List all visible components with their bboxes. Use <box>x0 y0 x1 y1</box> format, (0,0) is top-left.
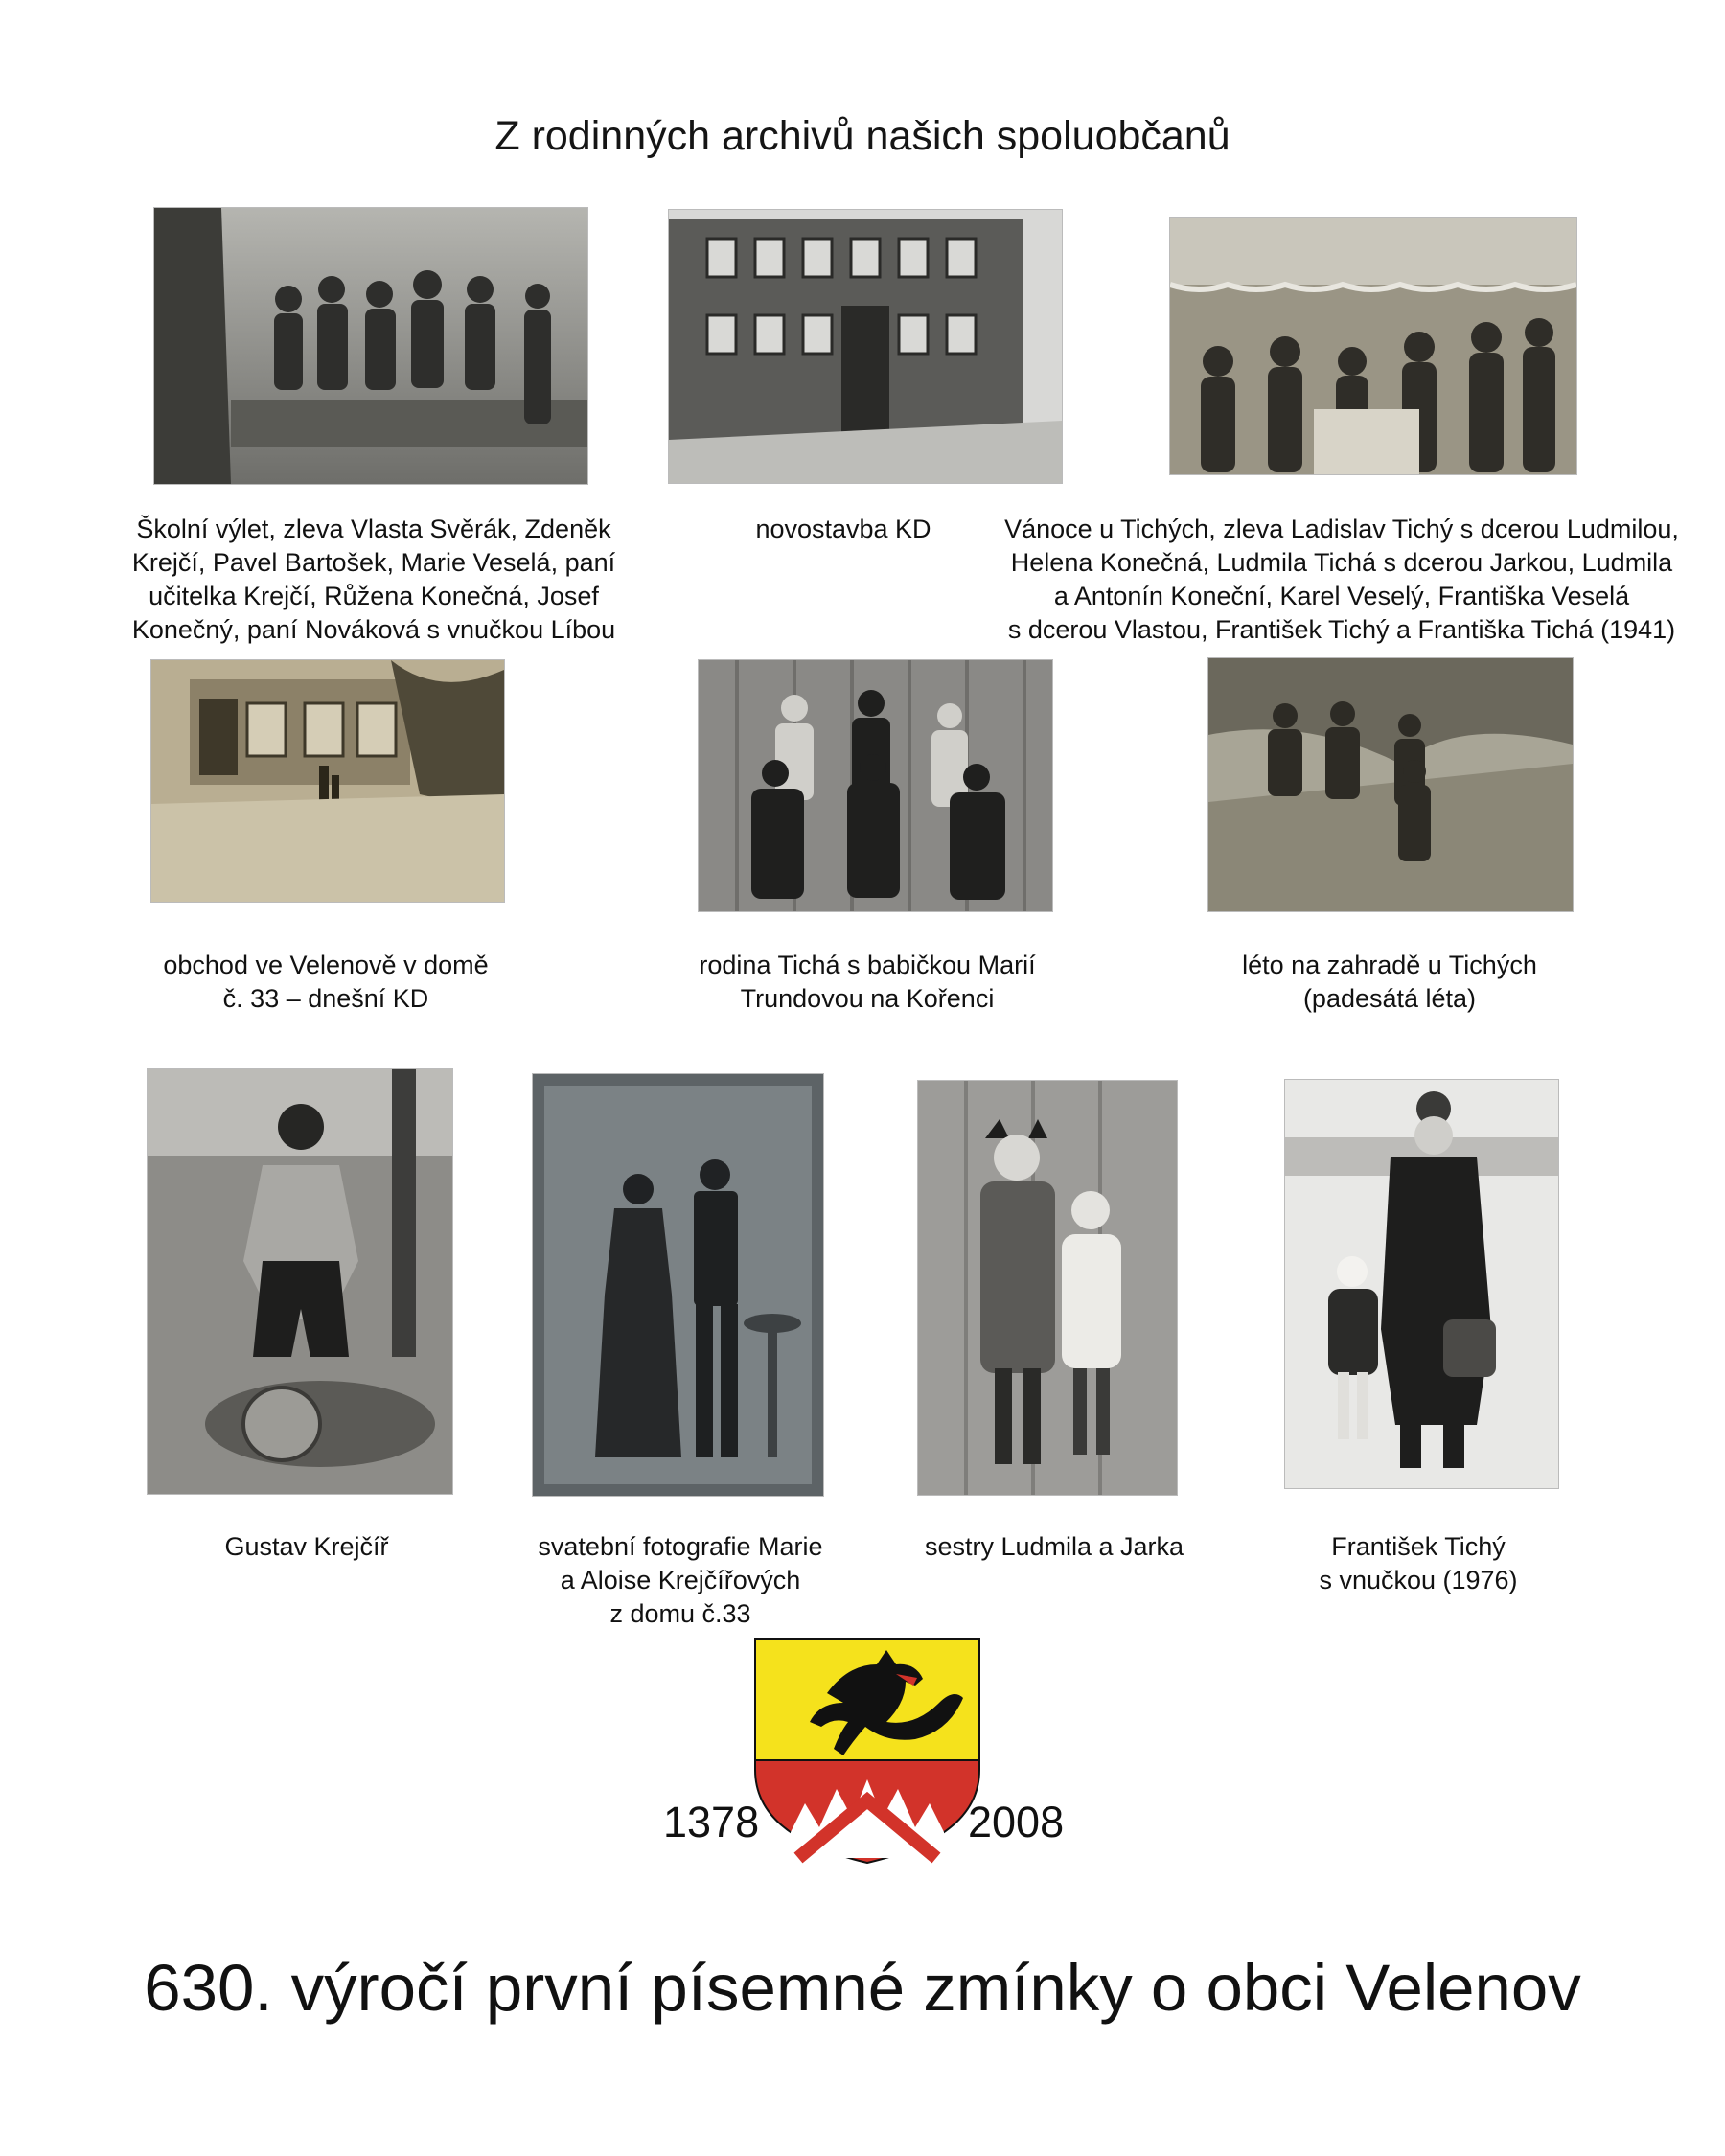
page-title: Z rodinných archivů našich spoluobčanů <box>494 113 1230 159</box>
caption-gustav-krejcir: Gustav Krejčíř <box>224 1532 389 1561</box>
caption-leto-na-zahrade: léto na zahradě u Tichých (padesátá léta) <box>1242 951 1537 1013</box>
emblem-year-right: 2008 <box>968 1798 1065 1846</box>
photo-vanoce-u-tichych <box>1169 217 1577 475</box>
photo-obchod-ve-velenove <box>150 659 505 903</box>
caption-rodina-ticha: rodina Tichá s babičkou Marií Trundovou na Kořenci <box>699 951 1036 1013</box>
photo-leto-na-zahrade <box>1208 657 1574 912</box>
coat-of-arms-emblem <box>752 1636 982 1866</box>
caption-svatebni-fotografie: svatební fotografie Marie a Aloise Krejčířových z domu č.33 <box>538 1532 823 1628</box>
caption-skolni-vylet: Školní výlet, zleva Vlasta Svěrák, Zdeněk Krejčí, Pavel Bartošek, Marie Veselá, paní učitelka Krejčí, Růžena Konečná, Josef Konečný, paní Nováková s vnučkou Líbou <box>131 515 616 644</box>
photo-novostavba-kd <box>668 209 1063 484</box>
caption-vanoce-u-tichych: Vánoce u Tichých, zleva Ladislav Tichý s dcerou Ludmilou, Helena Konečná, Ludmila Tichá s dcerou Jarkou, Ludmila a Antonín Koneční, Karel Veselý, Františka Veselá s dcerou Vlastou, František Tichý a Františka Tichá (1941) <box>1004 515 1679 644</box>
footer-title: 630. výročí první písemné zmínky o obci Velenov <box>144 1951 1581 2025</box>
emblem-year-left: 1378 <box>663 1798 760 1846</box>
caption-novostavba-kd: novostavba KD <box>755 515 932 543</box>
photo-skolni-vylet <box>153 207 588 485</box>
photo-rodina-ticha <box>698 659 1053 912</box>
photo-svatebni-fotografie <box>532 1073 824 1497</box>
caption-sestry: sestry Ludmila a Jarka <box>924 1532 1184 1561</box>
photo-sestry <box>917 1080 1178 1496</box>
photo-gustav-krejcir <box>147 1068 453 1495</box>
photo-frantisek-tichy <box>1284 1079 1559 1489</box>
caption-obchod-ve-velenove: obchod ve Velenově v domě č. 33 – dnešní KD <box>163 951 489 1013</box>
caption-frantisek-tichy: František Tichý s vnučkou (1976) <box>1319 1532 1518 1594</box>
